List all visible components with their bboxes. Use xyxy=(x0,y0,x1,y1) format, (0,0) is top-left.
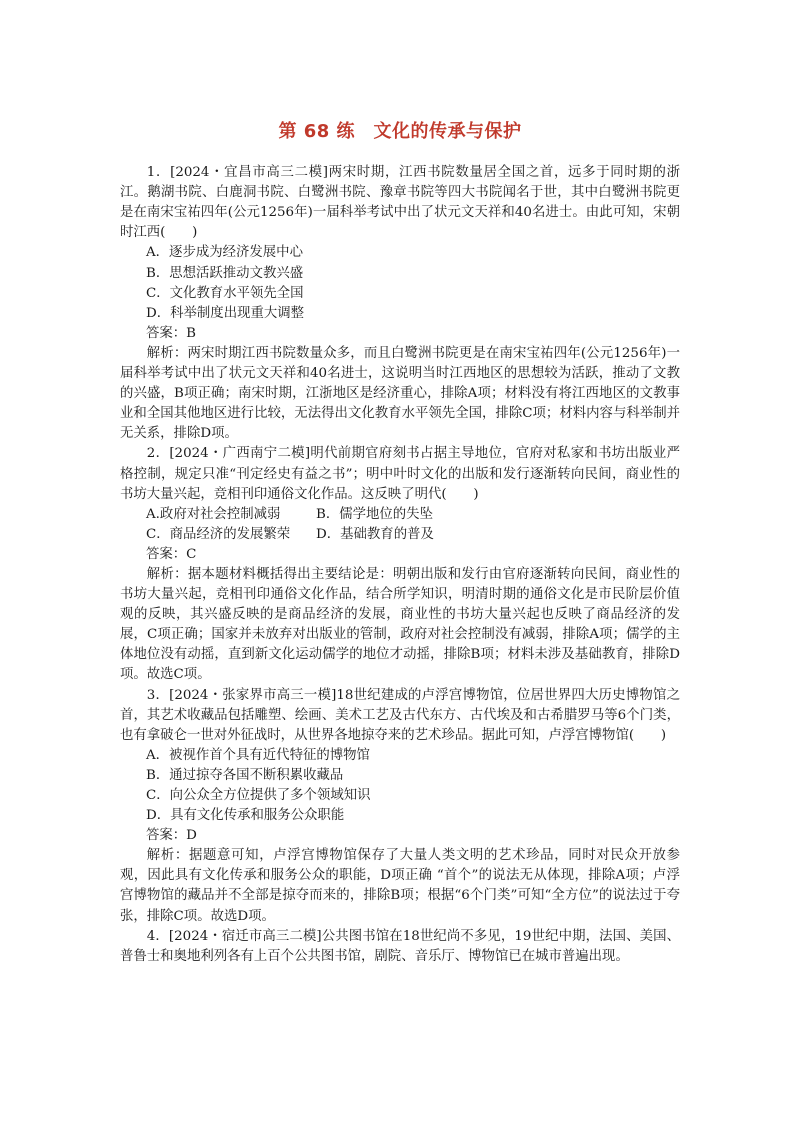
question-1-option-b: B．思想活跃推动文教兴盛 xyxy=(146,265,304,281)
question-3-option-c: C．向公众全方位提供了多个领域知识 xyxy=(146,788,371,803)
question-1-answer: 答案：B xyxy=(146,325,197,341)
question-3-option-a: A．被视作首个具有近代特征的博物馆 xyxy=(146,747,370,763)
question-2-stem: 2．[2024・广西南宁二模]明代前期官府刻书占据主导地位，官府对私家和书坊出版业严格控制，规定只准“刊定经史有益之书”；明中叶时文化的出版和发行逐渐转向民间，商业性的书坊大量兴起，竞相刊印通俗文化作品。这反映了明代( ) xyxy=(120,446,680,502)
question-2-explanation: 解析：据本题材料概括得出主要结论是：明朝出版和发行由官府逐渐转向民间，商业性的书坊大量兴起，竞相刊印通俗文化作品，结合所学知识，明清时期的通俗文化是市民阶层价值观的反映，其兴盛反映的是商品经济的发展，商业性的书坊大量兴起也反映了商品经济的发展，C项正确；国家并未放弃对出版业的管制，政府对社会控制没有减弱，排除A项；儒学的主体地位没有动摇，直到新文化运动儒学的地位才动摇，排除B项；材料未涉及基础教育，排除D项。故选C项。 xyxy=(120,566,680,683)
question-1-option-c: C．文化教育水平领先全国 xyxy=(146,285,304,301)
question-1-stem: 1．[2024・宜昌市高三二模]两宋时期，江西书院数量居全国之首，远多于同时期的浙江。鹅湖书院、白鹿洞书院、白鹭洲书院、豫章书院等四大书院闻名于世，其中白鹭洲书院更是在南宋宝祐四年(公元1256年)一届科举考试中出了状元文天祥和40名进士。由此可知，宋朝时江西( ) xyxy=(120,165,680,241)
question-2-answer: 答案：C xyxy=(146,546,197,562)
question-3-option-b: B．通过掠夺各国不断积累收藏品 xyxy=(146,767,344,783)
question-2-option-c: C．商品经济的发展繁荣 xyxy=(146,526,291,542)
question-1-option-d: D．科举制度出现重大调整 xyxy=(146,305,305,321)
question-1-option-a: A．逐步成为经济发展中心 xyxy=(146,245,303,261)
question-1-explanation: 解析：两宋时期江西书院数量众多，而且白鹭洲书院更是在南宋宝祐四年(公元1256年)一届科举考试中出了状元文天祥和40名进士，这说明当时江西地区的思想较为活跃，推动了文教的兴盛，B项正确；南宋时期，江浙地区是经济重心，排除A项；材料没有将江西地区的文教事业和全国其他地区进行比较，无法得出文化教育水平领先全国，排除C项；材料内容与科举制并无关系，排除D项。 xyxy=(120,345,680,442)
question-3-stem: 3．[2024・张家界市高三一模]18世纪建成的卢浮宫博物馆，位居世界四大历史博物馆之首，其艺术收藏品包括雕塑、绘画、美术工艺及古代东方、古代埃及和古希腊罗马等6个门类，也有拿破仑一世对外征战时，从世界各地掠夺来的艺术珍品。据此可知，卢浮宫博物馆( ) xyxy=(120,687,680,743)
question-2-option-b: B．儒学地位的失坠 xyxy=(316,506,433,522)
question-2-options-row-2 xyxy=(120,525,680,545)
question-3-explanation: 解析：据题意可知，卢浮宫博物馆保存了大量人类文明的艺术珍品，同时对民众开放参观，因此具有文化传承和服务公众的职能，D项正确 “首个”的说法无从体现，排除A项；卢浮宫博物馆的藏品并不全部是掠夺而来的，排除B项；根据“6个门类”可知“全方位”的说法过于夸张，排除C项。故选D项。 xyxy=(120,848,680,924)
question-2-options-row-1 xyxy=(120,505,680,525)
question-2-option-a: A.政府对社会控制减弱 xyxy=(146,506,281,522)
page-title: 第 68 练 文化的传承与保护 xyxy=(278,121,522,142)
question-3-answer: 答案：D xyxy=(146,828,197,844)
question-3-option-d: D．具有文化传承和服务公众职能 xyxy=(146,808,345,824)
document-page xyxy=(120,122,680,967)
question-2-option-d: D．基础教育的普及 xyxy=(316,526,434,542)
question-4-stem: 4．[2024・宿迁市高三二模]公共图书馆在18世纪尚不多见，19世纪中期，法国、美国、普鲁士和奥地利列各有上百个公共图书馆，剧院、音乐厅、博物馆已在城市普遍出现。 xyxy=(120,928,680,964)
